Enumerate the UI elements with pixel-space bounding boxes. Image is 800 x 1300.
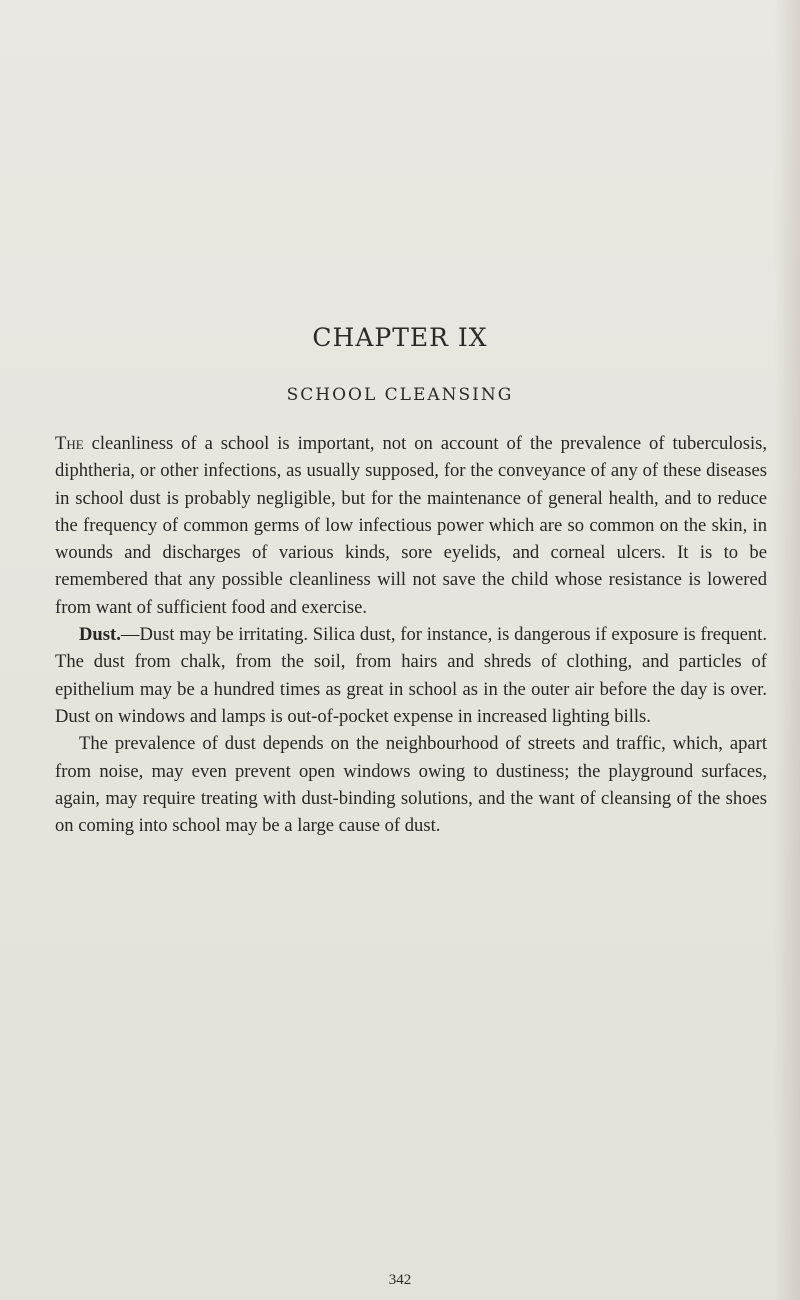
chapter-title: SCHOOL CLEANSING (286, 385, 514, 405)
paragraph-cleanliness (55, 430, 767, 621)
page-number: 342 (388, 1272, 412, 1288)
paragraph-text: cleanliness of a school is important, not on account of the prevalence of tuberculosis, diphtheria, or other infections, as usually supposed, for the conveyance of any of these diseases in school dust is probably negligible, but for the maintenance of general health, and to reduce the frequency of common germs of low infectious power which are so common on the skin, in wounds and discharges of various kinds, sore eyelids, and corneal ulcers. It is to be remembered that any possible cleanliness will not save the child whose resistance is lowered from want of sufficient food and exercise. (55, 433, 767, 618)
page-edge-shadow (774, 0, 800, 1300)
paragraph-text: —Dust may be irritating. Silica dust, for instance, is dangerous if exposure is frequent. The dust from chalk, from the soil, from hairs and shreds of clothing, and particles of epithelium may be a hundred times as great in school as in the outer air before the day is over. Dust on windows and lamps is out-of-pocket expense in increased lighting bills. (55, 624, 767, 727)
paragraph-text: The prevalence of dust depends on the neighbourhood of streets and traffic, which, apart from noise, may even prevent open windows owing to dustiness; the playground surfaces, again, may require treating with dust-binding solutions, and the want of cleansing of the shoes on coming into school may be a large cause of dust. (55, 733, 767, 837)
paragraph-dust (55, 621, 767, 730)
body-text (55, 430, 767, 839)
paragraph-prevalence (55, 730, 767, 839)
chapter-heading: CHAPTER IX (312, 323, 488, 352)
paragraph-lead: The (55, 433, 84, 454)
section-side-heading: Dust. (79, 624, 121, 646)
